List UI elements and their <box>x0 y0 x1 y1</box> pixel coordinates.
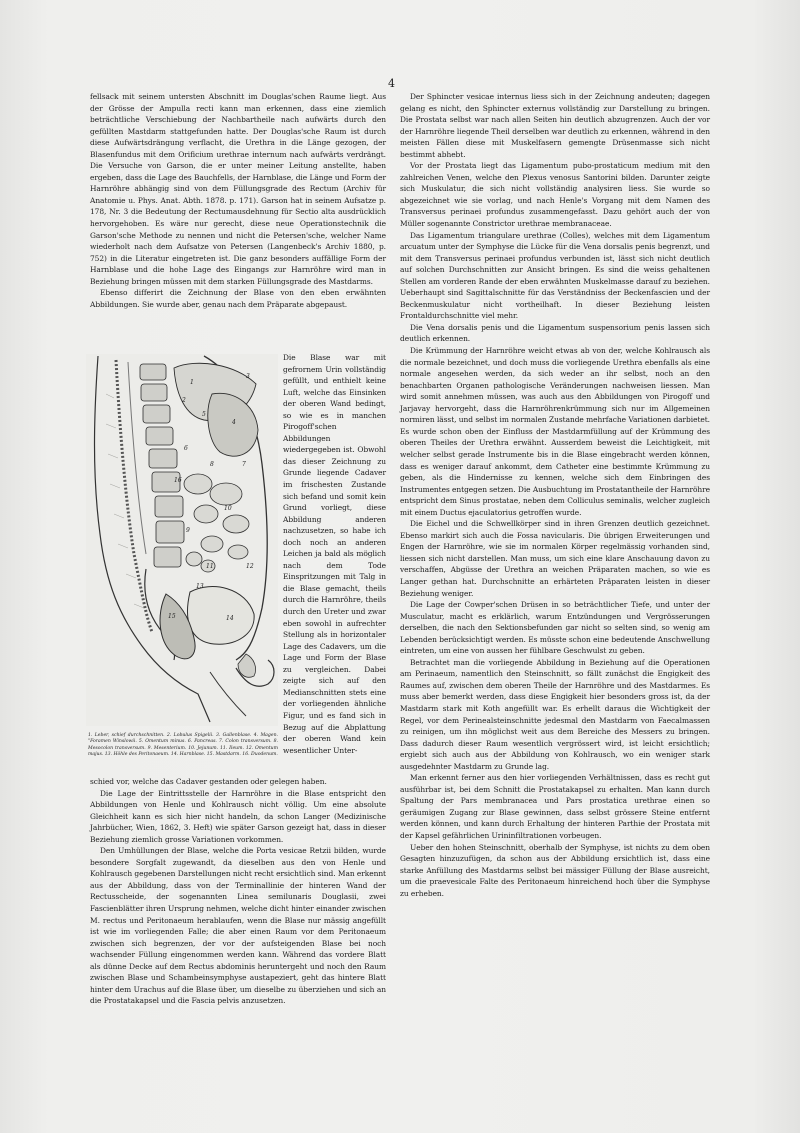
figure-label-3: 3 <box>246 373 250 380</box>
figure-label-15: 15 <box>168 613 176 620</box>
paragraph: Die Eichel und die Schwellkörper sind in ihren Grenzen deutlich gezeichnet. Ebenso markirt sich auch die Fossa navicularis. Die übrigen Erweiterungen und Engen der Harnröhre, wie sie im normalen Körper regelmässig vorhanden sind, liessen sich nicht darstellen. Man muss, um sich eine klare Anschauung davon zu verschaffen, Abgüsse der Urethra an weichen Präparaten machen, so wie es Langer gethan hat. Durchschnitte an erhärteten Präparaten leisten in dieser Beziehung weniger. <box>400 519 710 598</box>
paragraph: Den Umhüllungen der Blase, welche die Porta vesicae Retzii bilden, wurde besondere Sorgfalt zugewandt, da dieselben aus den von Henle und Kohlrausch gegebenen Darstellungen nicht recht ersichtlich sind. Man erkennt aus der Abbildung, dass von der Terminallinie der hinteren Wand der Rectusscheide, der sogenannten Linea semilunaris Douglasii, zwei Fascienblätter ihren Ursprung nehmen, welche dicht hinter einander zwischen M. rectus und Peritonaeum herablaufen, wenn die Blase nur mässig angefüllt ist wie im vorliegenden Falle; die aber einen Raum vor dem Peritonaeum zwischen sich begrenzen, der vor der aufsteigenden Blase bei noch wachsender Füllung eingenommen werden kann. Während das vordere Blatt als dünne Decke auf dem Rectus abdominis heruntergeht und noch den Raum zwischen Blase und Schambeinsymphyse austapeziert, geht das hintere Blatt hinter dem Urachus auf die Blase über, um dieselbe zu überziehen und sich an die Prostatakapsel und die Fascia pelvis anzusetzen. <box>90 846 386 1006</box>
figure-label-2: 2 <box>182 397 186 404</box>
paragraph: Die Lage der Cowper'schen Drüsen in so beträchtlicher Tiefe, und unter der Musculatur, macht es erklärlich, warum Entzündungen und Vergrösserungen derselben, die nach den Sektionsbefunden gar nicht so selten sind, so wenig am Lebenden berücksichtigt werden. Es müsste schon eine bedeutende Anschwellung eintreten, um eine von aussen her fühlbare Geschwulst zu geben. <box>400 600 710 656</box>
left-column-bottom <box>90 776 386 1007</box>
paragraph: Die Krümmung der Harnröhre weicht etwas ab von der, welche Kohlrausch als die normale bezeichnet, und doch muss die vorliegende Urethra ebenfalls als eine normale angesehen werden, da sich weder an ihr selbst, noch an den benachbarten Organen pathologische Veränderungen nachweisen liessen. Man wird somit annehmen müssen, was auch aus den Abbildungen von Pirogoff und Jarjavay hervorgeht, dass die Harnröhrenkrümmung sich nur im Allgemeinen normiren lässt, und selbst im normalen Zustande mehrfache Variationen darbietet. Es wurde schon oben der Einfluss der Mastdarmfüllung auf der Krümmung des oberen Theiles der Urethra erwähnt. Ausserdem beweist die Leichtigkeit, mit welcher selbst gerade Instrumente bis in die Blase eingebracht werden können, dass es weniger darauf ankommt, dem Catheter eine bestimmte Krümmung zu geben, als die Hindernisse zu kennen, welche sich dem Einbringen des Instrumentes entgegen setzen. Die Ausbuchtung im Prostatantheile der Harnröhre entspricht dem Sinus prostatae, neben dem Colliculus seminalis, welcher zugleich mit einem Ductus ejaculatorius getroffen wurde. <box>400 346 710 517</box>
figure-side-text <box>283 352 386 756</box>
figure-label-4: 4 <box>232 419 236 426</box>
paragraph: Der Sphincter vesicae internus liess sich in der Zeichnung andeuten; dagegen gelang es nicht, den Sphincter externus vollständig zur Darstellung zu bringen. Die Prostata selbst war nach allen Seiten hin deutlich abzugrenzen. Auch der vor der Harnröhre liegende Theil derselben war deutlich zu erkennen, während in den meisten Fällen diese mit Muskelfasern gemengte Drüsenmasse sich nicht bestimmt abhebt. <box>400 92 710 159</box>
figure-label-6: 6 <box>184 445 188 452</box>
figure-label-11: 11 <box>206 563 214 570</box>
figure-caption: 1. Leber, schief durchschnitten. 2. Lobulus Spigelii. 3. Gallenblase. 4. Magen. "Foramen Winslowii. 5. Omentum minus. 6. Pancreas. 7. Colon transversum. 8. Mesocolon transversum. 9. Mesenterium. 10. Jejunum. 11. Ileum. 12. Omentum majus. 13. Höhle des Peritonaeum. 14. Harnblase. 15. Mastdarm. 16. Duodenum. <box>88 733 278 758</box>
figure-label-7: 7 <box>242 461 246 468</box>
figure-label-5: 5 <box>202 411 206 418</box>
paragraph: fellsack mit seinem untersten Abschnitt im Douglas'schen Raume liegt. Aus der Grösse der Ampulla recti kann man erkennen, dass eine ziemlich beträchtliche Verschiebung der Nachbartheile nach aufwärts durch den gefüllten Mastdarm stattgefunden hatte. Der Douglas'sche Raum ist durch diese Aufwärtsdrängung verflacht, die Urethra in die Länge gezogen, der Blasenfundus mit dem Orificium urethrae internum nach aufwärts verdrängt. Die Versuche von Garson, die er unter meiner Leitung anstellte, haben ergeben, dass die Lage des Bauchfells, der Harnblase, die Länge und Form der Harnröhre abhängig sind von dem Füllungsgrade des Rectum (Archiv für Anatomie u. Phys. Anat. Abth. 1878. p. 171). Garson hat in seinem Aufsatze p. 178, Nr. 3 die Bedeutung der Rectumausdehnung für Sectio alta ausdrücklich hervorgehoben. Es wäre nur gerecht, diese neue Operationstechnik die Garson'sche Methode zu nennen und nicht die Petersen'sche, welcher Name wiederholt nach dem Aufsatze von Petersen (Langenbeck's Archiv 1880, p. 752) in die Literatur eingetreten ist. Die ganz besonders auffällige Form der Harnblase und die hohe Lage des Eingangs zur Harnröhre wird man in Beziehung bringen müssen mit dem starken Füllungsgrade des Mastdarms. <box>90 92 386 286</box>
figure-label-9: 9 <box>186 527 190 534</box>
figure-label-10: 10 <box>224 505 232 512</box>
right-column <box>400 91 710 899</box>
paragraph: Das Ligamentum triangulare urethrae (Colles), welches mit dem Ligamentum arcuatum unter der Symphyse die Lücke für die Vena dorsalis penis begrenzt, und mit dem Transversus perinaei profundus verbunden ist, lässt sich nicht deutlich auf solchen Durchschnitten zur Ansicht bringen. Es sind die weiss gehaltenen Stellen am vorderen Rande der eben erwähnten Muskelmasse darauf zu beziehen. Ueberhaupt sind Sagittalschnitte für das Verständniss der Beckenfascien und der Beckenmuskulatur nicht vortheilhaft. In dieser Beziehung leisten Frontaldurchschnitte viel mehr. <box>400 230 710 321</box>
paragraph: Ueber den hohen Steinschnitt, oberhalb der Symphyse, ist nichts zu dem oben Gesagten hinzuzufügen, da schon aus der Abbildung ersichtlich ist, dass eine starke Anfüllung des Mastdarms selbst bei mässiger Füllung der Blase ausreicht, um die praevesicale Falte des Peritonaeum hinreichend hoch über die Symphyse zu erheben. <box>400 842 710 898</box>
paragraph: Betrachtet man die vorliegende Abbildung in Beziehung auf die Operationen am Perinaeum, namentlich den Steinschnitt, so fällt zunächst die Engigkeit des Raumes auf, zwischen dem oberen Theile der Harnröhre und des Mastdarmes. Es muss aber bemerkt werden, dass diese Engigkeit hier besonders gross ist, da der Mastdarm stark mit Koth angefüllt war. Es erhellt daraus die Wichtigkeit der Regel, vor dem Perinealsteinschnitte jedesmal den Mastdarm von Faecalmassen zu reinigen, um ihn möglichst weit aus dem Bereiche des Messers zu bringen. Dass dadurch dieser Raum wesentlich vergrössert wird, ist leicht ersichtlich; ergiebt sich auch aus der Abbildung von Kohlrausch, wo ein weniger stark ausgedehnter Mastdarm zu Grunde lag. <box>400 657 710 771</box>
left-column-top <box>90 91 386 310</box>
figure-label-1: 1 <box>190 379 194 386</box>
figure-label-12: 12 <box>246 563 254 570</box>
anatomical-figure <box>86 354 278 726</box>
page-number: 4 <box>388 77 395 90</box>
paragraph: Man erkennt ferner aus den hier vorliegenden Verhältnissen, dass es recht gut ausführbar ist, bei dem Schnitt die Prostatakapsel zu erhalten. Man kann durch Spaltung der Pars membranacea und Pars prostatica urethrae einen so geräumigen Zugang zur Blase gewinnen, dass selbst grössere Steine entfernt werden können, und kann durch Erhaltung der hinteren Parthie der Prostata mit der Kapsel gefährlichen Urininfiltrationen vorbeugen. <box>400 773 710 840</box>
paragraph: Ebenso differirt die Zeichnung der Blase von den eben erwähnten Abbildungen. Sie wurde aber, genau nach dem Präparate abgepaust. <box>90 288 386 309</box>
figure-label-16: 16 <box>174 477 182 484</box>
paragraph: Die Lage der Eintrittsstelle der Harnröhre in die Blase entspricht den Abbildungen von Henle und Kohlrausch nicht völlig. Um eine absolute Gleichheit kann es sich hier nicht handeln, da schon Langer (Medizinische Jahrbücher, Wien, 1862, 3. Heft) wie später Garson gezeigt hat, dass in dieser Beziehung ziemlich grosse Variationen vorkommen. <box>90 788 386 844</box>
figure-side-paragraph: Die Blase war mit gefrornem Urin vollständig gefüllt, und enthielt keine Luft, welche das Einsinken der oberen Wand bedingt, so wie es in manchen Pirogoff'schen Abbildungen wiedergegeben ist. Obwohl das dieser Zeichnung zu Grunde liegende Cadaver im frischesten Zustande sich befand und somit kein Grund vorliegt, diese Abbildung anderen nachzusetzen, so habe ich doch noch an anderen Leichen ja bald als möglich nach dem Tode Einspritzungen mit Talg in die Blase gemacht, theils durch die Harnröhre, theils durch den Ureter und zwar eben sowohl in aufrechter Stellung als in horizontaler Lage des Cadavers, um die Lage und Form der Blase zu vergleichen. Dabei zeigte sich auf den Medianschnitten stets eine der vorliegenden ähnliche Figur, und es fand sich in Bezug auf die Abplattung der oberen Wand kein wesentlicher Unter- <box>283 353 386 755</box>
paragraph: Die Vena dorsalis penis und die Ligamentum suspensorium penis lassen sich deutlich erkennen. <box>400 322 710 344</box>
paragraph: schied vor, welche das Cadaver gestanden oder gelegen haben. <box>90 777 327 786</box>
figure-label-8: 8 <box>210 461 214 468</box>
figure-label-14: 14 <box>226 615 234 622</box>
figure-label-13: 13 <box>196 583 204 590</box>
paragraph: Vor der Prostata liegt das Ligamentum pubo-prostaticum medium mit den zahlreichen Venen, welche den Plexus venosus Santorini bilden. Darunter zeigte sich Muskulatur, die sich nicht vollständig analysiren liess. Sie wurde so abgezeichnet wie sie vorlag, und nach Henle's Vorgang mit dem Namen des Transversus perinaei profundus zusammengefasst. Dazu gehört auch der von Müller sogenannte Constrictor urethrae membranaceae. <box>400 161 710 229</box>
